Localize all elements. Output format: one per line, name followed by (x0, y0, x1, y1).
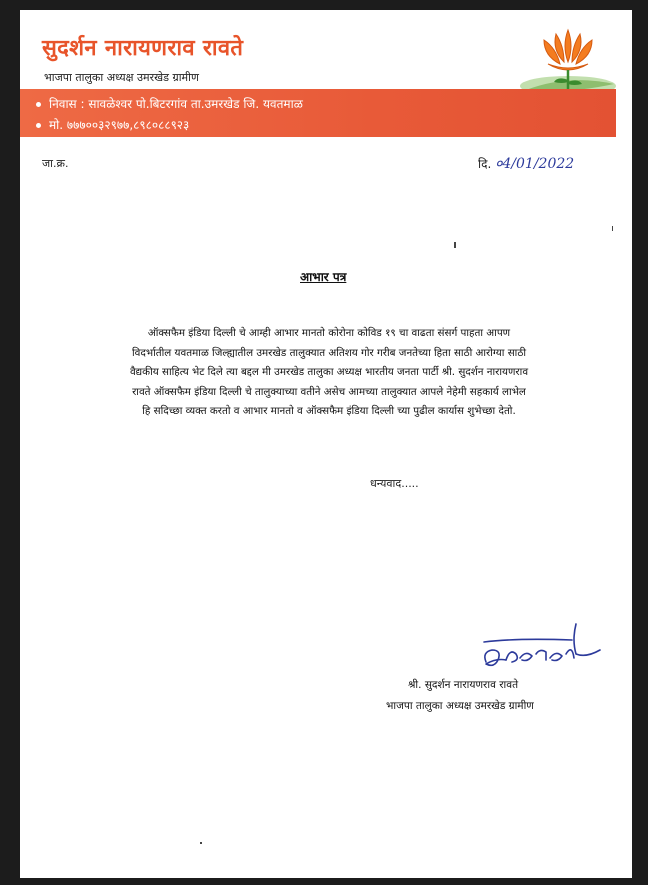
bullet-icon (36, 123, 41, 128)
body-line: हि सदिच्छा व्यक्त करतो व आभार मानतो व ऑक्सफैम इंडिया दिल्ली च्या पुढील कार्यास शुभेच्छा देतो. (142, 405, 516, 417)
handwritten-date: ०4/01/2022 (495, 156, 575, 172)
address-line: निवास : सावळेश्वर पो.बिटरगांव ता.उमरखेड जि. यवतमाळ (36, 95, 303, 112)
signatory-name: श्री. सुदर्शन नारायणराव रावते (408, 679, 519, 691)
body-line: वैद्यकीय साहित्य भेट दिले त्या बद्दल मी उमरखेड तालुका अध्यक्ष भारतीय जनता पार्टी श्री. सुदर्शन नारायणराव (129, 366, 529, 378)
scan-speck (454, 242, 456, 248)
body-line: रावते ऑक्सफैम इंडिया दिल्ली चे तालुक्याच्या वतीने असेच आमच्या तालुक्यात आपले नेहेमी सहकार्य लाभेल (132, 385, 526, 398)
letter-body (82, 324, 576, 422)
body-line: विदर्भातील यवतमाळ जिल्ह्यातील उमरखेड तालुक्यात अतिशय गोर गरीब जनतेच्या हिता साठी आरोग्या साठी (132, 346, 526, 359)
letter-subject: आभार पत्र (300, 270, 347, 284)
closing-thanks: धन्यवाद..... (370, 477, 419, 490)
letter-page (20, 10, 632, 878)
signatory-designation: भाजपा तालुका अध्यक्ष उमरखेड ग्रामीण (386, 700, 534, 712)
scan-speck (612, 226, 613, 231)
mobile-line: मो. ७७७००३२९७७,८९८०८८९२३ (36, 116, 189, 133)
bullet-icon (36, 102, 41, 107)
body-line: ऑक्सफैम इंडिया दिल्ली चे आम्ही आभार मानतो कोरोना कोविड १९ चा वाढता संसर्ग पाहता आपण (147, 327, 511, 339)
letter-date: दि. ०4/01/2022 (478, 156, 575, 172)
handwritten-signature (476, 614, 606, 678)
reference-number-label: जा.क्र. (42, 157, 69, 170)
letterhead-name: सुदर्शन नारायणराव रावते (42, 36, 244, 61)
letterhead-designation: भाजपा तालुका अध्यक्ष उमरखेड ग्रामीण (44, 71, 199, 84)
scan-speck (200, 842, 202, 844)
contact-band (20, 89, 616, 137)
